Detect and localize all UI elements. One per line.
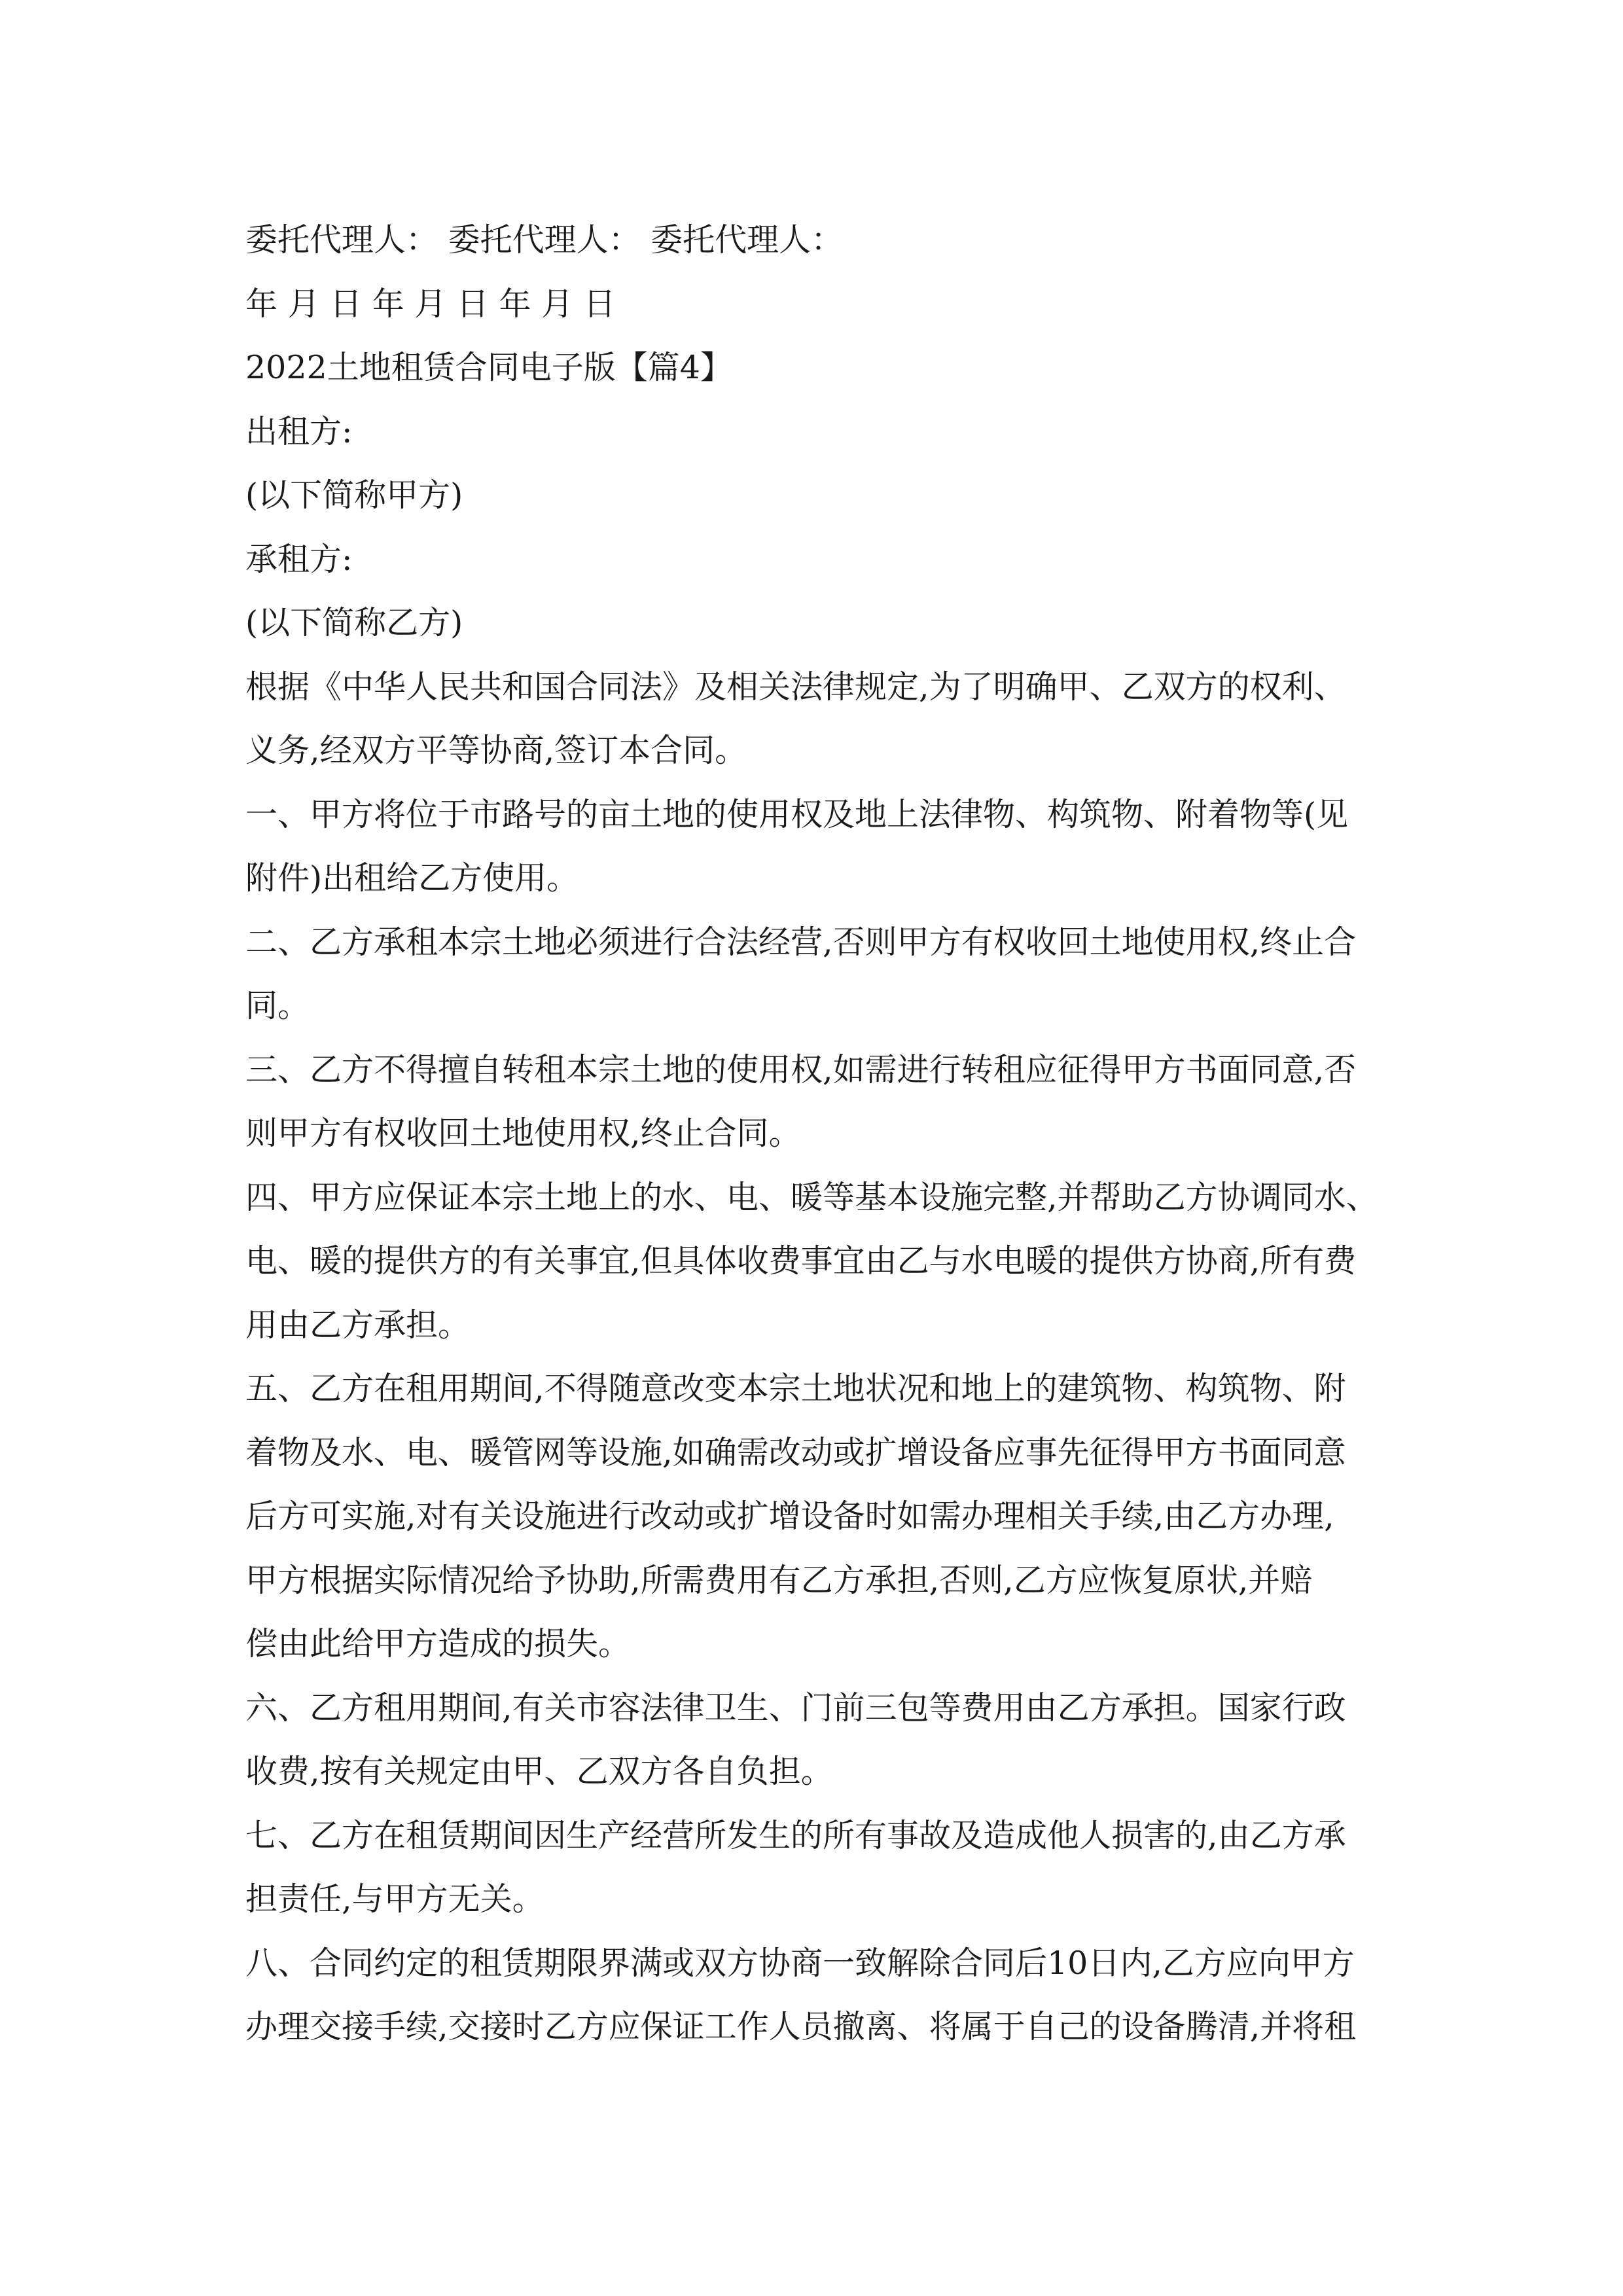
lessee-label: 承租方: (245, 540, 353, 578)
clause-6-line: 收费,按有关规定由甲、乙双方各自负担。 (245, 1753, 833, 1790)
clause-1-line: 一、甲方将位于市路号的亩土地的使用权及地上法律物、构筑物、附着物等(见 (245, 795, 1349, 833)
clause-4-line: 电、暖的提供方的有关事宜,但具体收费事宜由乙与水电暖的提供方协商,所有费 (245, 1242, 1357, 1280)
clause-2-line: 同。 (245, 987, 310, 1024)
clause-8-line: 办理交接手续,交接时乙方应保证工作人员撤离、将属于自己的设备腾清,并将租 (245, 2008, 1357, 2045)
clause-7-line: 七、乙方在租赁期间因生产经营所发生的所有事故及造成他人损害的,由乙方承 (245, 1816, 1346, 1854)
preamble-line: 义务,经双方平等协商,签订本合同。 (245, 732, 747, 769)
signature-dates-line: 年 月 日 年 月 日 年 月 日 (245, 285, 616, 323)
clause-5-line: 偿由此给甲方造成的损失。 (245, 1625, 631, 1662)
clause-1-line: 附件)出租给乙方使用。 (245, 859, 579, 897)
lessor-abbrev: (以下简称甲方) (245, 476, 463, 514)
clause-8-line: 八、合同约定的租赁期限界满或双方协商一致解除合同后10日内,乙方应向甲方 (245, 1944, 1355, 1982)
clause-3-line: 三、乙方不得擅自转租本宗土地的使用权,如需进行转租应征得甲方书面同意,否 (245, 1050, 1357, 1088)
section-heading: 2022土地租赁合同电子版【篇4】 (245, 349, 732, 386)
document-body (245, 208, 1391, 2059)
clause-6-line: 六、乙方租用期间,有关市容法律卫生、门前三包等费用由乙方承担。国家行政 (245, 1689, 1346, 1727)
clause-5-line: 五、乙方在租用期间,不得随意改变本宗土地状况和地上的建筑物、构筑物、附 (245, 1370, 1346, 1407)
clause-4-line: 四、甲方应保证本宗土地上的水、电、暖等基本设施完整,并帮助乙方协调同水、 (245, 1178, 1378, 1216)
signature-agents-line: 委托代理人： 委托代理人： 委托代理人： (245, 221, 844, 259)
clause-2-line: 二、乙方承租本宗土地必须进行合法经营,否则甲方有权收回土地使用权,终止合 (245, 923, 1357, 961)
clause-4-line: 用由乙方承担。 (245, 1306, 471, 1344)
clause-3-line: 则甲方有权收回土地使用权,终止合同。 (245, 1115, 801, 1152)
clause-5-line: 甲方根据实际情况给予协助,所需费用有乙方承担,否则,乙方应恢复原状,并赔 (245, 1561, 1313, 1599)
lessor-label: 出租方: (245, 412, 353, 450)
clause-5-line: 后方可实施,对有关设施进行改动或扩增设备时如需办理相关手续,由乙方办理, (245, 1498, 1334, 1535)
lessee-abbrev: (以下简称乙方) (245, 604, 463, 641)
clause-5-line: 着物及水、电、暖管网等设施,如确需改动或扩增设备应事先征得甲方书面同意 (245, 1433, 1346, 1471)
preamble-line: 根据《中华人民共和国合同法》及相关法律规定,为了明确甲、乙双方的权利、 (245, 668, 1346, 706)
clause-7-line: 担责任,与甲方无关。 (245, 1880, 544, 1918)
